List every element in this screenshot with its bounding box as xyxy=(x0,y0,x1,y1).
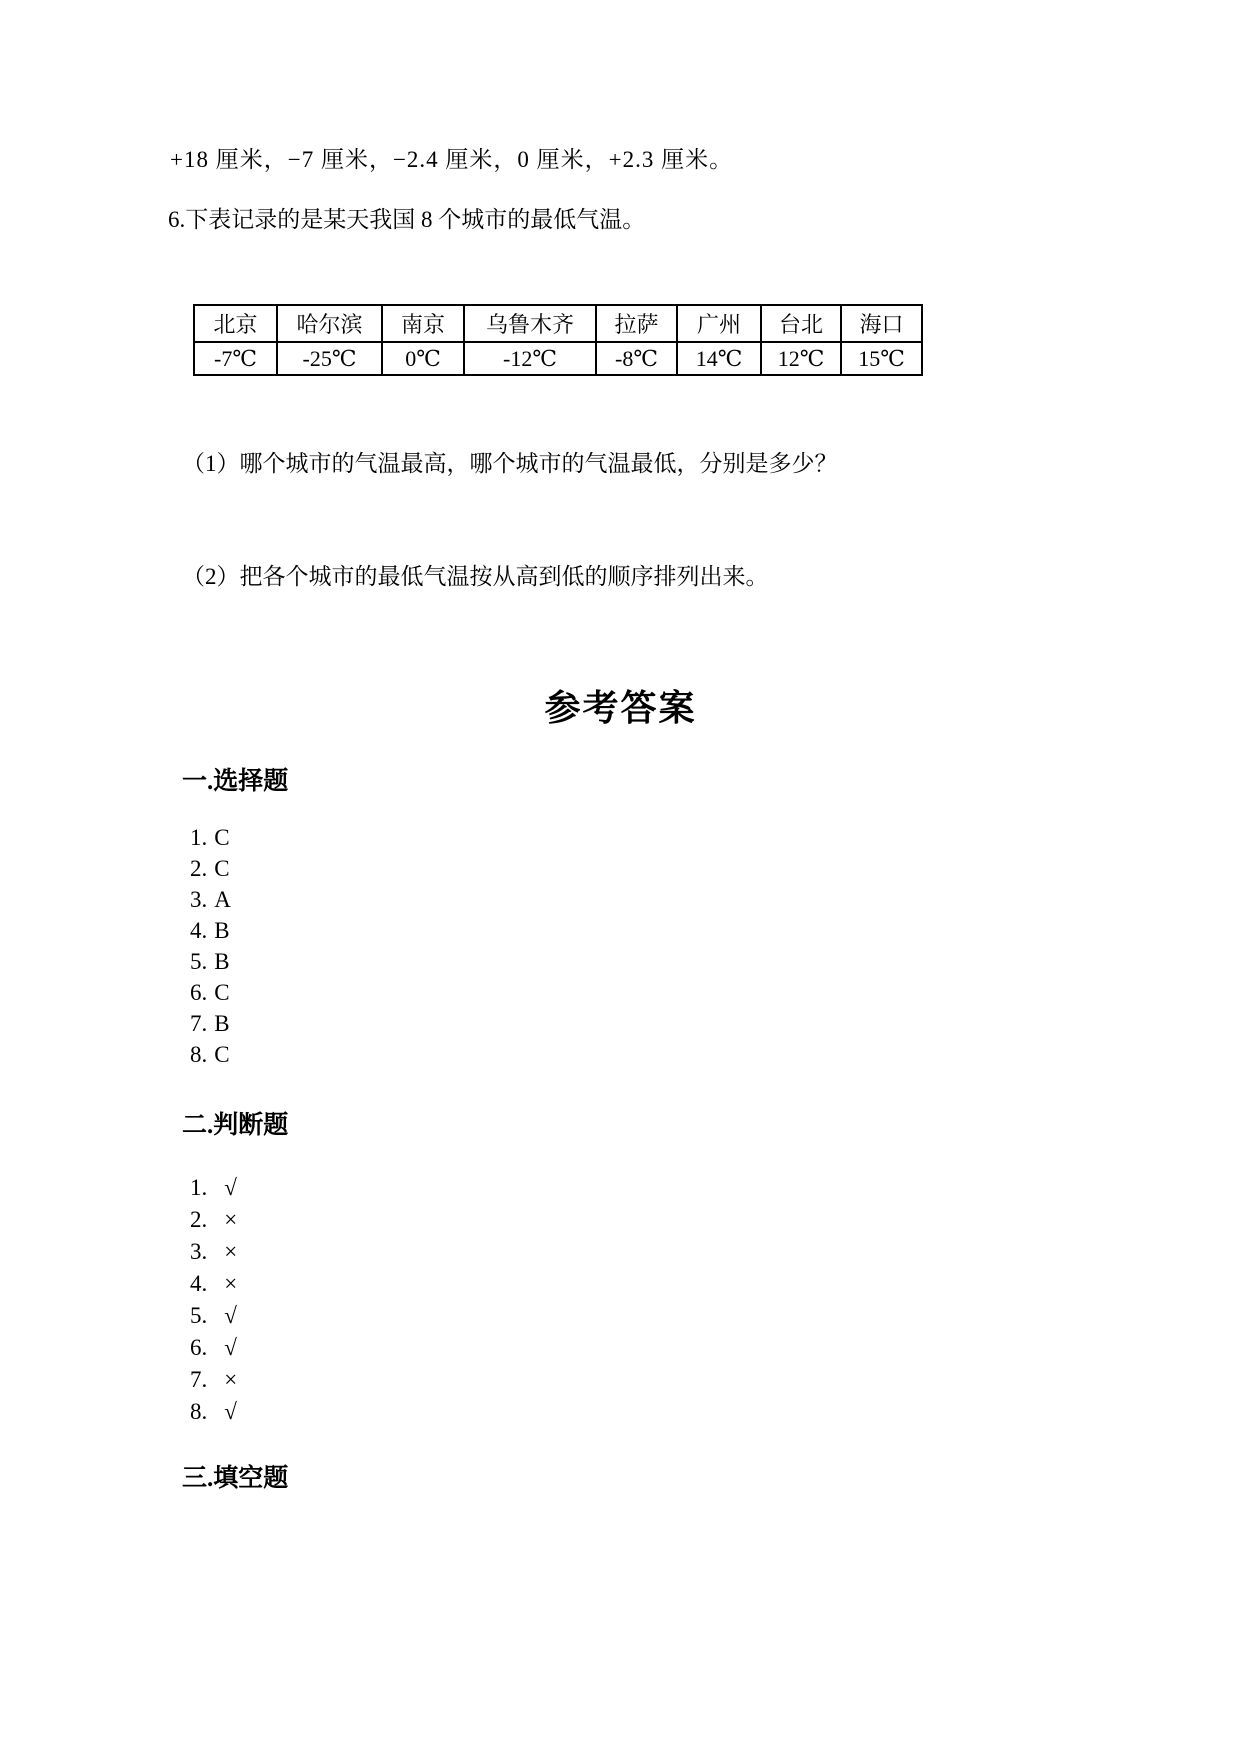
answer-item-number: 8. xyxy=(190,1042,208,1067)
answer-item-value: B xyxy=(214,918,230,943)
section-heading-true-false: 二.判断题 xyxy=(182,1112,289,1139)
answer-item-value: × xyxy=(224,1207,238,1232)
sub-question-2: （2）把各个城市的最低气温按从高到低的顺序排列出来。 xyxy=(182,564,769,589)
temperature-cell: 14℃ xyxy=(677,342,761,375)
answer-item-number: 8. xyxy=(190,1399,208,1424)
city-cell: 海口 xyxy=(841,305,922,342)
answer-item-value: √ xyxy=(224,1303,237,1328)
city-cell: 哈尔滨 xyxy=(277,305,382,342)
section-heading-multiple-choice: 一.选择题 xyxy=(182,768,289,795)
temperature-cell: 0℃ xyxy=(382,342,464,375)
city-temperature-table xyxy=(193,304,923,376)
section-heading-fill-in-blank: 三.填空题 xyxy=(182,1465,289,1492)
city-cell: 拉萨 xyxy=(596,305,677,342)
answer-item-number: 2. xyxy=(190,1207,208,1232)
temperature-cell: -25℃ xyxy=(277,342,382,375)
answer-item-value: C xyxy=(214,856,230,881)
answer-item xyxy=(190,915,231,946)
answer-item-value: A xyxy=(214,887,231,912)
answer-item-number: 7. xyxy=(190,1011,208,1036)
answer-item-number: 1. xyxy=(190,1175,208,1200)
multiple-choice-answers xyxy=(190,822,231,1070)
temperature-cell: 15℃ xyxy=(841,342,922,375)
answer-item-number: 1. xyxy=(190,825,208,850)
answer-item-value: B xyxy=(214,949,230,974)
answer-item-number: 6. xyxy=(190,1335,208,1360)
temperature-cell: 12℃ xyxy=(761,342,841,375)
true-false-answers xyxy=(190,1172,237,1428)
answer-item xyxy=(190,822,231,853)
answer-item-value: C xyxy=(214,980,230,1005)
temperature-cell: -8℃ xyxy=(596,342,677,375)
answer-item-number: 7. xyxy=(190,1367,208,1392)
city-cell: 北京 xyxy=(194,305,277,342)
answer-item-number: 5. xyxy=(190,949,208,974)
answer-item-number: 3. xyxy=(190,887,208,912)
answer-item xyxy=(190,1172,237,1204)
answer-item-value: × xyxy=(224,1367,238,1392)
answer-key-title: 参考答案 xyxy=(544,688,697,728)
answer-item xyxy=(190,853,231,884)
answer-item-value: C xyxy=(214,1042,230,1067)
answer-item xyxy=(190,1008,231,1039)
answer-item xyxy=(190,1364,237,1396)
temperature-cell: -7℃ xyxy=(194,342,277,375)
answer-item-value: × xyxy=(224,1271,238,1296)
answer-item-value: √ xyxy=(224,1399,237,1424)
answer-item-number: 4. xyxy=(190,1271,208,1296)
answer-item-number: 5. xyxy=(190,1303,208,1328)
answer-item xyxy=(190,1396,237,1428)
answer-item xyxy=(190,1236,237,1268)
city-cell: 广州 xyxy=(677,305,761,342)
answer-item-value: √ xyxy=(224,1335,237,1360)
answer-item-value: B xyxy=(214,1011,230,1036)
question-6-prompt: 6.下表记录的是某天我国 8 个城市的最低气温。 xyxy=(168,207,646,232)
answer-item-number: 4. xyxy=(190,918,208,943)
answer-item xyxy=(190,1204,237,1236)
answer-item xyxy=(190,1268,237,1300)
answer-item-value: C xyxy=(214,825,230,850)
city-header-row xyxy=(194,305,922,342)
answer-item xyxy=(190,1300,237,1332)
temperature-row xyxy=(194,342,922,375)
sub-question-1: （1）哪个城市的气温最高，哪个城市的气温最低，分别是多少？ xyxy=(182,451,838,476)
answer-item xyxy=(190,1039,231,1070)
answer-item-number: 3. xyxy=(190,1239,208,1264)
answer-item xyxy=(190,977,231,1008)
city-cell: 台北 xyxy=(761,305,841,342)
measurement-list-line: +18 厘米，−7 厘米，−2.4 厘米，0 厘米，+2.3 厘米。 xyxy=(170,147,734,172)
answer-item xyxy=(190,946,231,977)
temperature-cell: -12℃ xyxy=(464,342,596,375)
city-cell: 南京 xyxy=(382,305,464,342)
answer-item xyxy=(190,884,231,915)
answer-item-number: 6. xyxy=(190,980,208,1005)
answer-item xyxy=(190,1332,237,1364)
answer-item-number: 2. xyxy=(190,856,208,881)
answer-item-value: √ xyxy=(224,1175,237,1200)
city-cell: 乌鲁木齐 xyxy=(464,305,596,342)
answer-item-value: × xyxy=(224,1239,238,1264)
